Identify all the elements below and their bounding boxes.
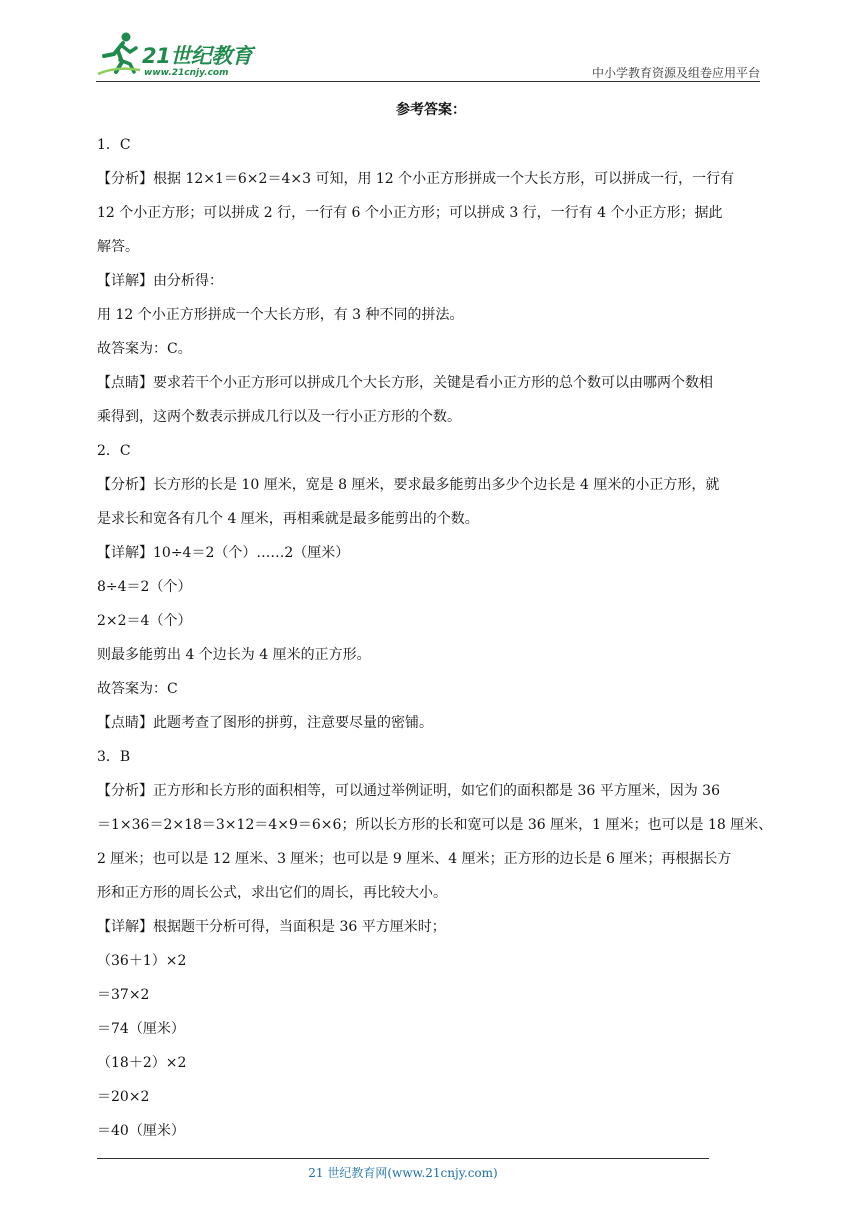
text-line: 是求长和宽各有几个 4 厘米，再相乘就是最多能剪出的个数。 xyxy=(97,511,479,527)
text-line: 【分析】正方形和长方形的面积相等，可以通过举例证明，如它们的面积都是 36 平方厘米，因为 36 xyxy=(97,783,720,799)
text-line: ＝40（厘米） xyxy=(97,1123,185,1139)
platform-name: 中小学教育资源及组卷应用平台 xyxy=(591,66,760,80)
answer-content xyxy=(97,100,773,1148)
text-line: 3．B xyxy=(97,749,131,765)
text-line: 【点睛】要求若干个小正方形可以拼成几个大长方形，关键是看小正方形的总个数可以由哪两个数相 xyxy=(97,375,713,391)
text-line: 【详解】由分析得： xyxy=(97,273,223,289)
logo-url: www.21cnjy.com xyxy=(144,68,229,78)
text-line: 乘得到，这两个数表示拼成几行以及一行小正方形的个数。 xyxy=(97,409,461,425)
page-footer: 21 世纪教育网(www.21cnjy.com) xyxy=(308,1166,498,1180)
text-line: 故答案为：C。 xyxy=(97,341,192,357)
footer-divider xyxy=(97,1158,709,1159)
answer-title: 参考答案： xyxy=(396,102,466,118)
text-line: 1．C xyxy=(97,137,131,153)
text-line: 故答案为：C xyxy=(97,681,178,697)
text-line: 2×2＝4（个） xyxy=(97,613,192,629)
text-line: 【点睛】此题考查了图形的拼剪，注意要尽量的密铺。 xyxy=(97,715,433,731)
text-line: （36＋1）×2 xyxy=(97,953,187,969)
logo-text: 21世纪教育 xyxy=(142,44,253,68)
text-line: ＝1×36＝2×18＝3×12＝4×9＝6×6；所以长方形的长和宽可以是 36 厘米，1 厘米；也可以是 18 厘米、 xyxy=(97,817,773,833)
page-header xyxy=(96,24,760,82)
text-line: 解答。 xyxy=(97,239,139,255)
text-line: 8÷4＝2（个） xyxy=(97,579,192,595)
text-line: 【分析】根据 12×1＝6×2＝4×3 可知，用 12 个小正方形拼成一个大长方形，可以拼成一行，一行有 xyxy=(97,171,735,187)
logo xyxy=(96,30,266,80)
text-line: 2．C xyxy=(97,443,131,459)
text-line: 用 12 个小正方形拼成一个大长方形，有 3 种不同的拼法。 xyxy=(97,307,464,323)
text-line: ＝74（厘米） xyxy=(97,1021,185,1037)
text-line: 12 个小正方形；可以拼成 2 行，一行有 6 个小正方形；可以拼成 3 行，一行有 4 个小正方形；据此 xyxy=(97,205,723,221)
text-line: ＝20×2 xyxy=(97,1089,150,1105)
text-line: 【详解】根据题干分析可得，当面积是 36 平方厘米时； xyxy=(97,919,446,935)
text-line: 形和正方形的周长公式，求出它们的周长，再比较大小。 xyxy=(97,885,447,901)
text-line: 【详解】10÷4＝2（个）……2（厘米） xyxy=(97,545,350,561)
runner-icon xyxy=(96,30,142,76)
text-line: ＝37×2 xyxy=(97,987,150,1003)
text-line: 【分析】长方形的长是 10 厘米，宽是 8 厘米，要求最多能剪出多少个边长是 4 厘米的小正方形，就 xyxy=(97,477,720,493)
text-line: 2 厘米；也可以是 12 厘米、3 厘米；也可以是 9 厘米、4 厘米；正方形的边长是 6 厘米；再根据长方 xyxy=(97,851,732,867)
text-line: 则最多能剪出 4 个边长为 4 厘米的正方形。 xyxy=(97,647,371,663)
text-line: （18＋2）×2 xyxy=(97,1055,187,1071)
header-divider xyxy=(96,81,760,82)
